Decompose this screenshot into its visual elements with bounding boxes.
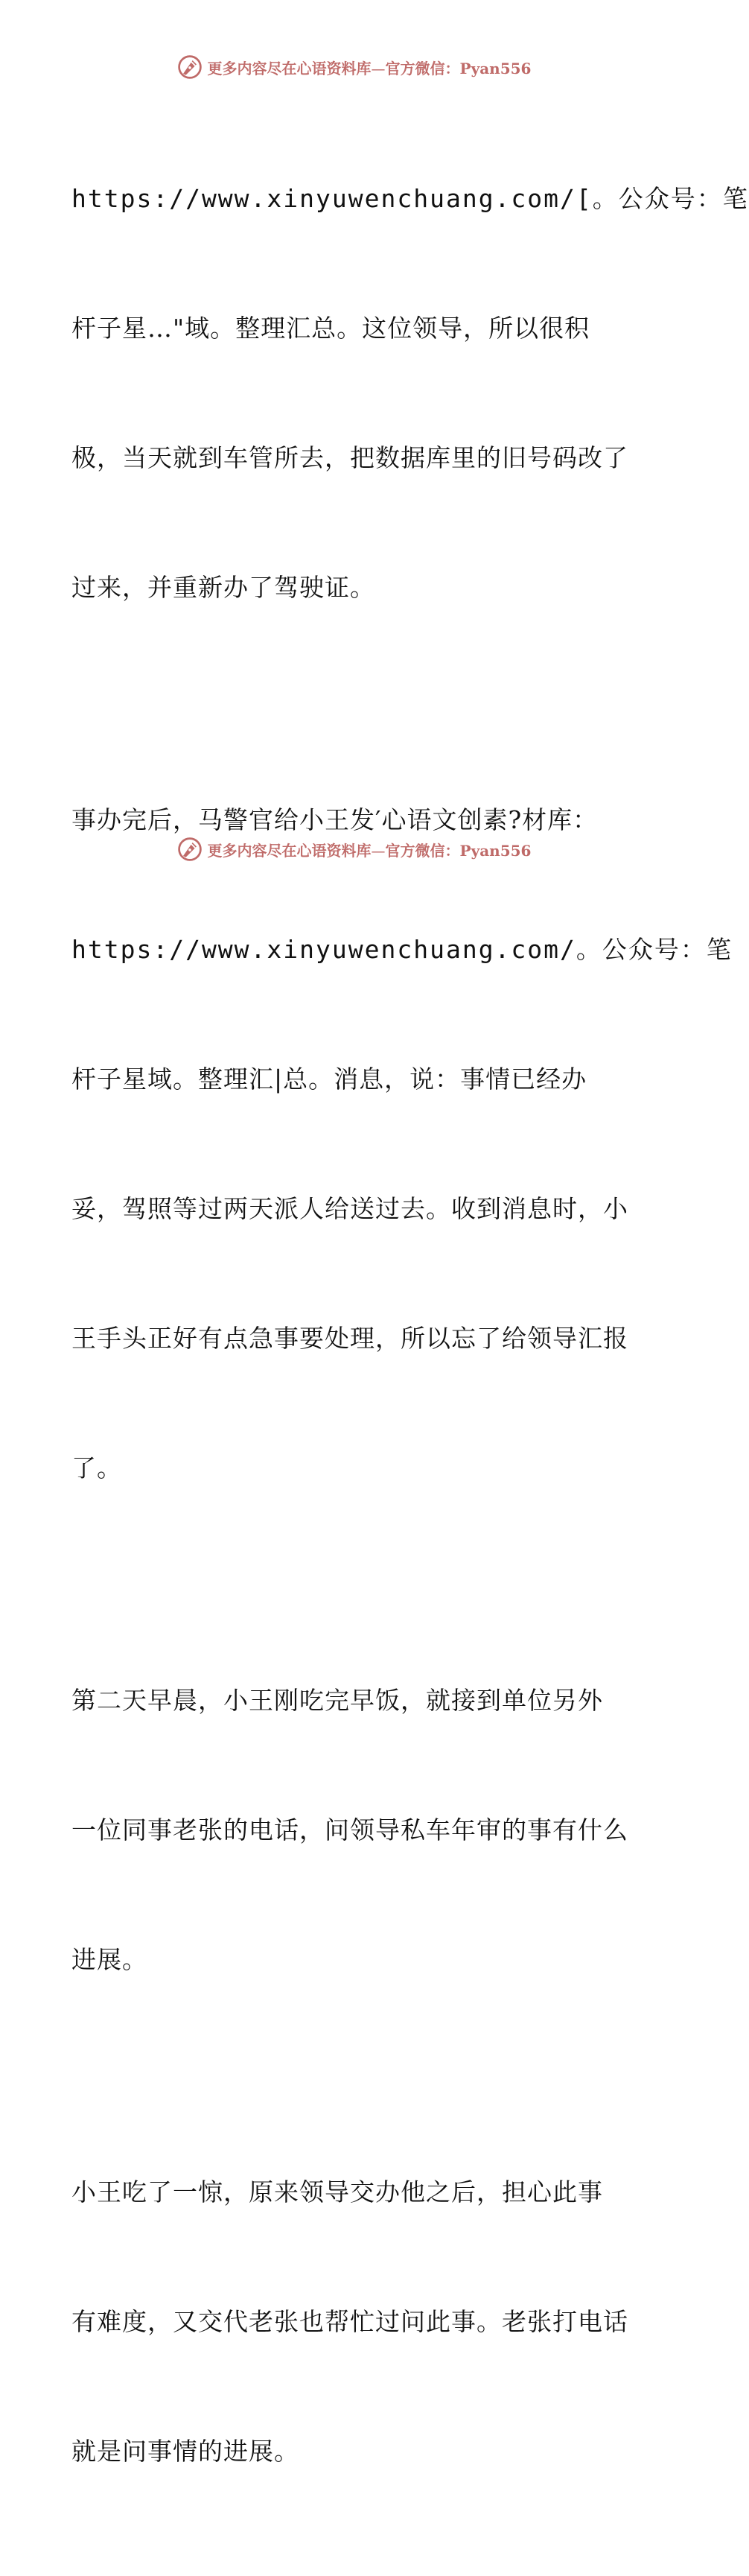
paragraph-line: 妥，驾照等过两天派人给送过去。收到消息时，小 bbox=[71, 1194, 628, 1223]
paragraph-line: 极，当天就到车管所去，把数据库里的旧号码改了 bbox=[71, 443, 628, 472]
header-banner-text bbox=[208, 57, 532, 78]
paragraph-line: 就是问事情的进展。 bbox=[71, 2437, 299, 2466]
footer-banner-text bbox=[208, 839, 532, 860]
document-body bbox=[71, 91, 749, 2576]
footer-brand-text: 更多内容尽在心语资料库 bbox=[207, 841, 372, 860]
paragraph-line: 第二天早晨，小王刚吃完早饭，就接到单位另外 bbox=[71, 1686, 603, 1715]
header-banner bbox=[0, 52, 707, 82]
paragraph-line: 小王吃了一惊，原来领导交办他之后，担心此事 bbox=[71, 2177, 603, 2207]
paragraph-line: 过来，并重新办了驾驶证。 bbox=[71, 573, 375, 602]
header-dash: — bbox=[371, 60, 386, 77]
footer-banner bbox=[0, 834, 707, 864]
paragraph-line: 了。 bbox=[71, 1453, 122, 1482]
paragraph-line: 一位同事老张的电话，问领导私车年审的事有什么 bbox=[71, 1815, 628, 1844]
header-brand-text: 更多内容尽在心语资料库 bbox=[207, 59, 372, 77]
footer-dash: — bbox=[371, 843, 386, 860]
paragraph-line: 有难度，又交代老张也帮忙过问此事。老张打电话 bbox=[71, 2307, 628, 2336]
paragraph-line: 进展。 bbox=[71, 1945, 147, 1974]
header-contact-text: 官方微信：Pyan556 bbox=[385, 59, 532, 77]
paragraph-line: https://www.xinyuwenchuang.com/[。公众号：笔 bbox=[71, 184, 749, 213]
pen-nib-logo-icon bbox=[176, 836, 203, 863]
paragraph-4 bbox=[71, 2084, 637, 2560]
paragraph-line: 事办完后，马警官给小王发′心语文创素?材库： bbox=[71, 805, 599, 834]
pen-nib-logo-icon bbox=[176, 54, 203, 80]
paragraph-line: 杆子星…"域。整理汇总。这位领导，所以很积 bbox=[71, 314, 590, 343]
footer-contact-text: 官方微信：Pyan556 bbox=[385, 841, 532, 860]
paragraph-line: 王手头正好有点急事要处理，所以忘了给领导汇报 bbox=[71, 1324, 628, 1353]
paragraph-line: 杆子星域。整理汇|总。消息，说：事情已经办 bbox=[71, 1065, 587, 1094]
paragraph-3 bbox=[71, 1593, 637, 2068]
paragraph-1 bbox=[71, 91, 749, 696]
paragraph-line: https://www.xinyuwenchuang.com/。公众号：笔 bbox=[71, 935, 733, 964]
